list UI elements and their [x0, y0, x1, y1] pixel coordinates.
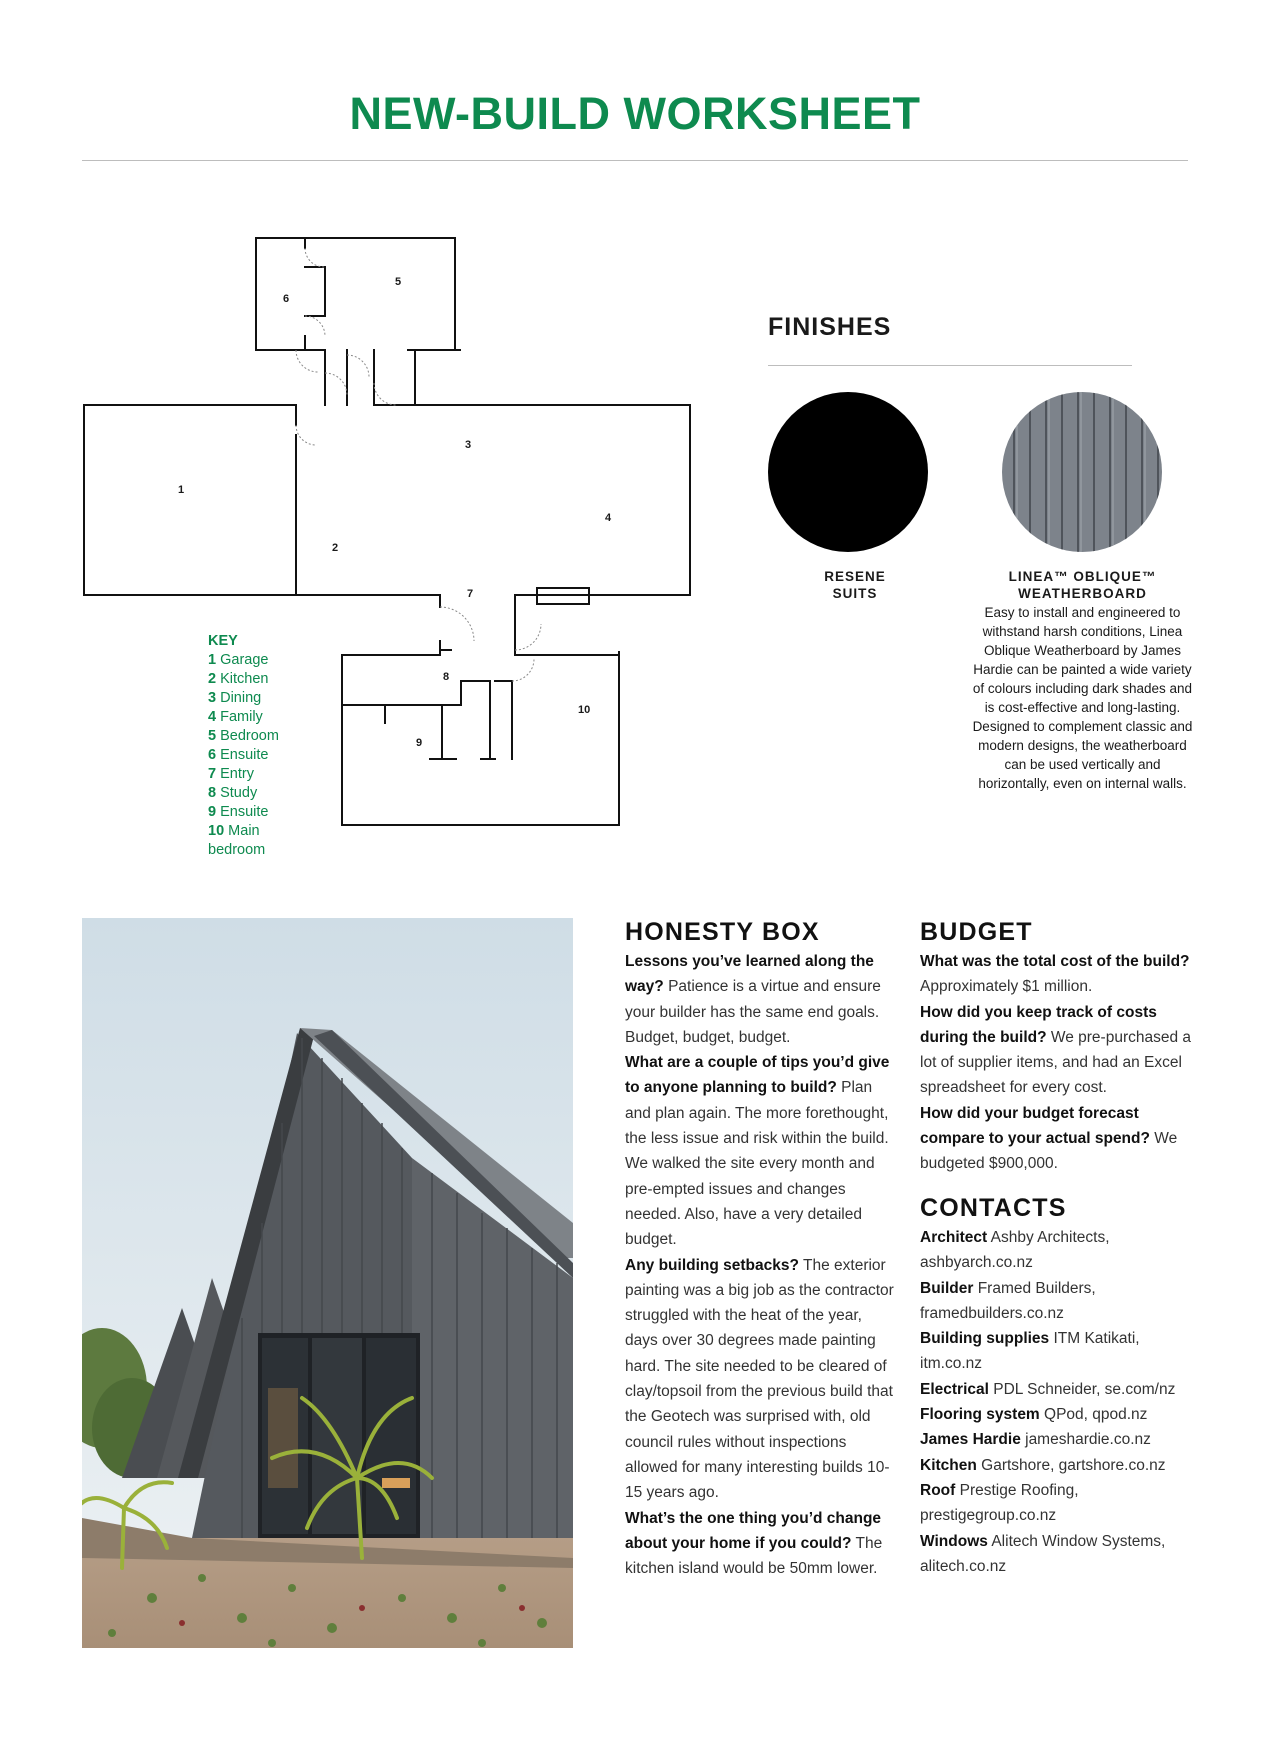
resene-suits-label: RESENE SUITS — [824, 569, 886, 601]
contact-item: Kitchen Gartshore, gartshore.co.nz — [920, 1456, 1166, 1474]
contact-item: Architect Ashby Architects, ashbyarch.co.nz — [920, 1229, 1110, 1272]
contact-item: Builder Framed Builders, framedbuilders.co.nz — [920, 1279, 1096, 1322]
key-item: 10 Main bedroom — [208, 823, 266, 858]
qa-item: What’s the one thing you’d change about your home if you could? The kitchen island would be 50mm lower. — [625, 1509, 883, 1578]
floor-plan — [70, 195, 700, 830]
qa-item: How did you keep track of costs during the build? We pre-purchased a lot of supplier items, and had an Excel spreadsheet for every cost. — [920, 1003, 1192, 1097]
key-item: 7 Entry — [208, 766, 254, 782]
room-number: 2 — [332, 542, 339, 554]
key-item: 8 Study — [208, 785, 258, 801]
weatherboard-label: LINEA™ OBLIQUE™ WEATHERBOARD — [1008, 569, 1157, 601]
room-number: 5 — [395, 276, 402, 288]
resene-suits-swatch — [768, 392, 928, 552]
contact-item: Roof Prestige Roofing, prestigegroup.co.nz — [920, 1481, 1079, 1525]
contact-item: Electrical PDL Schneider, se.com/nz — [920, 1380, 1176, 1398]
room-number: 10 — [578, 704, 591, 716]
qa-item: How did your budget forecast compare to your actual spend? We budgeted $900,000. — [920, 1104, 1178, 1173]
key-title: KEY — [208, 633, 238, 649]
room-number: 1 — [178, 484, 185, 496]
budget-heading: BUDGET — [920, 918, 1033, 946]
honesty-box-heading: HONESTY BOX — [625, 918, 820, 946]
room-number: 4 — [605, 512, 612, 524]
room-number: 7 — [467, 588, 474, 600]
room-number: 3 — [465, 439, 472, 451]
weatherboard-swatch — [1002, 392, 1162, 552]
key-item: 1 Garage — [208, 652, 269, 668]
room-number: 9 — [416, 737, 423, 749]
key-item: 6 Ensuite — [208, 747, 269, 763]
budget-section — [920, 917, 1195, 1177]
contact-item: James Hardie jameshardie.co.nz — [920, 1431, 1151, 1449]
contacts-section — [920, 1193, 1195, 1579]
key-item: 4 Family — [208, 709, 263, 725]
qa-item: Any building setbacks? The exterior painting was a big job as the contractor struggled with the heat of the year, days over 30 degrees made painting hard. The site needed to be cleared of clay/topsoil from the previous build that the Geotech was surprised with, old council rules without inspections allowed for many interesting builds 10-15 years ago. — [625, 1256, 894, 1502]
finishes-heading: FINISHES — [768, 313, 892, 341]
house-exterior-photo — [82, 918, 573, 1648]
room-number: 6 — [283, 293, 290, 305]
finishes-divider — [768, 365, 1132, 366]
contact-item: Building supplies ITM Katikati, itm.co.nz — [920, 1330, 1140, 1373]
key-item: 3 Dining — [208, 690, 262, 706]
qa-item: Lessons you’ve learned along the way? Patience is a virtue and ensure your builder has the same end goals. Budget, budget, budget. — [625, 953, 881, 1046]
key-item: 2 Kitchen — [208, 671, 269, 687]
qa-item: What was the total cost of the build? Approximately $1 million. — [920, 953, 1190, 996]
contact-item: Windows Alitech Window Systems, alitech.co.nz — [920, 1532, 1166, 1575]
weatherboard-description: Easy to install and engineered to withstand harsh conditions, Linea Oblique Weatherboard by James Hardie can be painted a wide variety of colours including dark shades and is cost-effective and long-lasting. Designed to complement classic and modern designs, the weatherboard can be used vertically and horizontally, even on internal walls. — [972, 605, 1193, 791]
room-number: 8 — [443, 671, 450, 683]
contacts-heading: CONTACTS — [920, 1194, 1067, 1222]
honesty-box-section — [625, 917, 895, 1581]
page-title: NEW-BUILD WORKSHEET — [349, 88, 921, 139]
title-divider — [82, 160, 1188, 161]
key-item: 9 Ensuite — [208, 804, 269, 820]
qa-item: What are a couple of tips you’d give to anyone planning to build? Plan and plan again. The more forethought, the less issue and risk within the build. We walked the site every month and pre-empted issues and changes needed. Also, have a very detailed budget. — [625, 1054, 890, 1249]
contact-item: Flooring system QPod, qpod.nz — [920, 1406, 1148, 1424]
floor-plan-key — [208, 632, 288, 860]
key-item: 5 Bedroom — [208, 728, 279, 744]
